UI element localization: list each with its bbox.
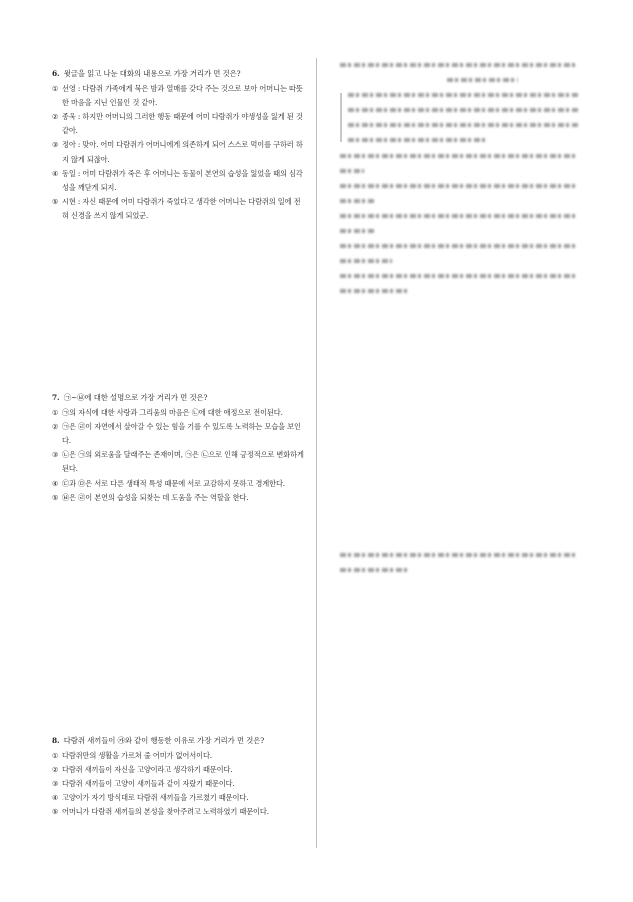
blurred-text-line bbox=[340, 63, 578, 67]
blurred-text-line bbox=[340, 289, 407, 293]
question-number: 8. bbox=[52, 736, 60, 745]
option-text: 고양이가 자기 방식대로 다람쥐 새끼들을 가르쳤기 때문이다. bbox=[62, 793, 249, 803]
option-mark: ③ bbox=[52, 778, 59, 788]
blurred-question-block bbox=[340, 63, 578, 304]
option-text: 종욱 : 하지만 어머니의 그러한 행동 때문에 어미 다람쥐가 야생성을 잃게 된 것 같아. bbox=[62, 111, 303, 136]
option-text: 다람쥐 새끼들이 고양이 새끼들과 같이 자랐기 때문이다. bbox=[62, 778, 235, 788]
question-7 bbox=[52, 392, 304, 505]
option-mark: ④ bbox=[52, 478, 59, 488]
answer-option-2[interactable] bbox=[52, 420, 304, 448]
question-6 bbox=[52, 68, 304, 224]
question-number: 6. bbox=[52, 69, 60, 78]
question-text: 다람쥐 새끼들이 ㉮와 같이 행동한 이유로 가장 거리가 먼 것은? bbox=[63, 736, 265, 745]
option-mark: ③ bbox=[52, 450, 59, 460]
option-text: ㉡은 ㉠의 외로움을 달래주는 존재이며, ㉠은 ㉡으로 인해 긍정적으로 변화하게 된다. bbox=[62, 450, 304, 474]
option-text: ㉥은 ㉣이 본연의 습성을 되찾는 데 도움을 주는 역할을 한다. bbox=[62, 492, 249, 502]
answer-option-3[interactable] bbox=[52, 777, 304, 791]
option-text: 동일 : 어미 다람쥐가 죽은 후 어머니는 동물이 본연의 습성을 잃었을 때의 심각성을 깨닫게 되지. bbox=[62, 168, 303, 192]
option-mark: ④ bbox=[52, 168, 59, 178]
option-text: 시현 : 자신 때문에 어미 다람쥐가 죽었다고 생각한 어머니는 다람쥐의 일에 전혀 신경을 쓰지 않게 되었군. bbox=[62, 197, 301, 221]
column-divider bbox=[316, 58, 317, 848]
blurred-text-line bbox=[348, 123, 578, 127]
blurred-text-line bbox=[447, 78, 518, 82]
option-mark: ④ bbox=[52, 793, 59, 803]
blurred-text-line bbox=[348, 108, 578, 112]
option-mark: ② bbox=[52, 421, 59, 431]
answer-option-4[interactable] bbox=[52, 477, 304, 491]
question-stem bbox=[52, 735, 304, 747]
blurred-quote-box bbox=[340, 93, 578, 142]
answer-option-5[interactable] bbox=[52, 805, 304, 819]
answer-option-5[interactable] bbox=[52, 491, 304, 505]
blurred-text-line bbox=[340, 229, 376, 233]
blurred-text-line bbox=[340, 259, 392, 263]
question-stem bbox=[52, 68, 304, 80]
option-mark: ② bbox=[52, 764, 59, 774]
answer-option-3[interactable] bbox=[52, 138, 304, 166]
option-text: 다람쥐 새끼들이 자신을 고양이라고 생각하기 때문이다. bbox=[62, 764, 233, 774]
blurred-text-line bbox=[340, 169, 364, 173]
question-8 bbox=[52, 735, 304, 820]
answer-option-1[interactable] bbox=[52, 749, 304, 763]
option-mark: ① bbox=[52, 407, 59, 417]
question-text: 윗글을 읽고 나눈 대화의 내용으로 가장 거리가 먼 것은? bbox=[63, 69, 241, 78]
blurred-text-line bbox=[340, 154, 578, 158]
option-mark: ② bbox=[52, 111, 59, 121]
option-text: 선영 : 다람쥐 가족에게 묵은 밤과 열매를 갖다 주는 것으로 보아 어머니는 따뜻한 마음을 지닌 인물인 것 같아. bbox=[62, 83, 303, 107]
option-text: ㉠은 ㉣이 자연에서 살아갈 수 있는 힘을 기를 수 있도록 노력하는 모습을 보인다. bbox=[62, 421, 301, 445]
blurred-text-line bbox=[348, 93, 578, 97]
blurred-text-line bbox=[340, 184, 578, 188]
answer-option-1[interactable] bbox=[52, 406, 304, 420]
blurred-question-block bbox=[340, 553, 578, 583]
option-mark: ⑤ bbox=[52, 807, 59, 817]
option-text: 어머니가 다람쥐 새끼들의 본성을 찾아주려고 노력하였기 때문이다. bbox=[62, 807, 269, 817]
answer-option-2[interactable] bbox=[52, 110, 304, 138]
option-text: 정아 : 맞아. 어미 다람쥐가 어머니에게 의존하게 되어 스스로 먹이를 구하러 하지 않게 되잖아. bbox=[62, 140, 303, 164]
question-text: ㉠~㉥에 대한 설명으로 가장 거리가 먼 것은? bbox=[63, 393, 208, 402]
blurred-text-line bbox=[340, 553, 578, 557]
question-number: 7. bbox=[52, 393, 60, 402]
blurred-text-line bbox=[340, 568, 407, 572]
answer-option-1[interactable] bbox=[52, 82, 304, 110]
option-mark: ③ bbox=[52, 140, 59, 150]
option-mark: ⑤ bbox=[52, 197, 59, 207]
option-mark: ⑤ bbox=[52, 492, 59, 502]
answer-option-4[interactable] bbox=[52, 791, 304, 805]
option-text: ㉠의 자식에 대한 사랑과 그리움의 마음은 ㉡에 대한 애정으로 전이된다. bbox=[62, 407, 283, 417]
blurred-text-line bbox=[348, 138, 486, 142]
option-text: ㉢과 ㉤은 서로 다른 생태적 특성 때문에 서로 교감하지 못하고 경계한다. bbox=[62, 478, 285, 488]
answer-option-2[interactable] bbox=[52, 763, 304, 777]
blurred-text-line bbox=[340, 274, 578, 278]
question-stem bbox=[52, 392, 304, 404]
answer-option-5[interactable] bbox=[52, 195, 304, 223]
answer-option-4[interactable] bbox=[52, 167, 304, 195]
answer-option-3[interactable] bbox=[52, 448, 304, 476]
option-mark: ① bbox=[52, 83, 59, 93]
option-text: 다람쥐만의 생활을 가르쳐 줄 어미가 없어서이다. bbox=[62, 750, 212, 760]
option-mark: ① bbox=[52, 750, 59, 760]
blurred-text-line bbox=[340, 214, 578, 218]
blurred-text-line bbox=[340, 244, 578, 248]
blurred-text-line bbox=[340, 199, 376, 203]
